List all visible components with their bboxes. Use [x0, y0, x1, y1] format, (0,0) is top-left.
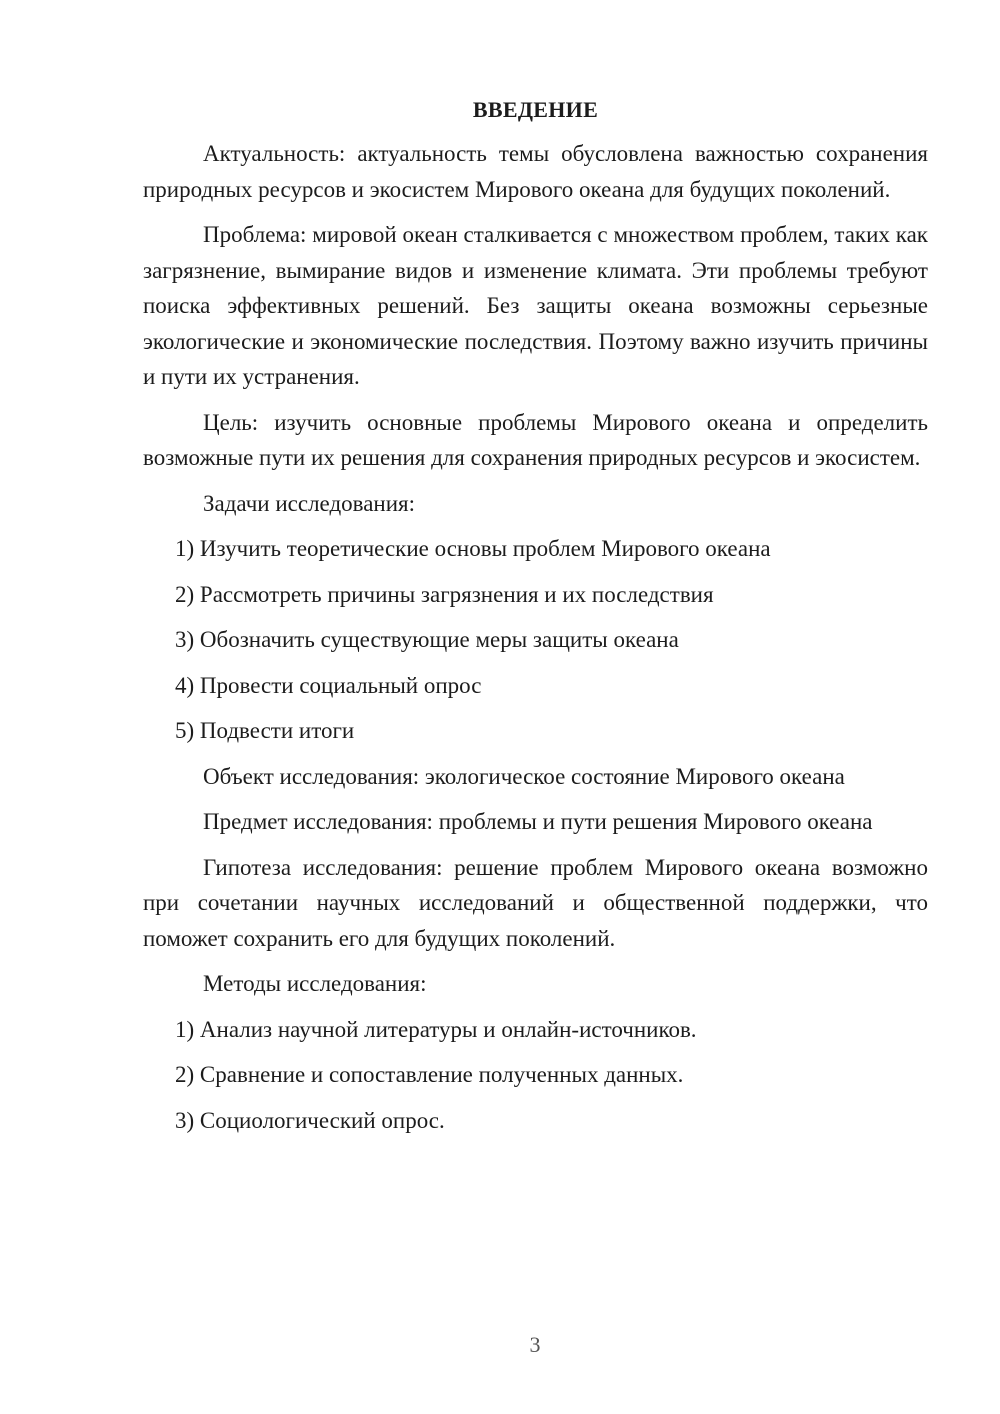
task-item-3: 3) Обозначить существующие меры защиты океана	[175, 627, 679, 652]
page-number: 3	[529, 1332, 541, 1357]
research-subject: Предмет исследования: проблемы и пути решения Мирового океана	[203, 809, 873, 834]
methods-heading: Методы исследования:	[203, 971, 427, 996]
page-content	[143, 94, 928, 1148]
task-item-5: 5) Подвести итоги	[175, 718, 355, 743]
paragraph-hypothesis: Гипотеза исследования: решение проблем Мирового океана возможно при сочетании научных исследований и общественной поддержки, что поможет сохранить его для будущих поколений.	[143, 854, 928, 951]
method-item-2: 2) Сравнение и сопоставление полученных данных.	[175, 1062, 684, 1087]
task-item-1: 1) Изучить теоретические основы проблем Мирового океана	[175, 536, 771, 561]
task-item-4: 4) Провести социальный опрос	[175, 672, 482, 698]
task-item-2: 2) Рассмотреть причины загрязнения и их последствия	[175, 581, 714, 607]
research-object: Объект исследования: экологическое состояние Мирового океана	[203, 763, 845, 789]
tasks-heading: Задачи исследования:	[203, 490, 416, 516]
paragraph-goal: Цель: изучить основные проблемы Мирового океана и определить возможные пути их решения для сохранения природных ресурсов и экосистем.	[143, 409, 928, 470]
section-title: ВВЕДЕНИЕ	[472, 97, 599, 122]
paragraph-relevance: Актуальность: актуальность темы обусловлена важностью сохранения природных ресурсов и экосистем Мирового океана для будущих поколений.	[143, 141, 928, 202]
method-item-3: 3) Социологический опрос.	[175, 1107, 445, 1133]
method-item-1: 1) Анализ научной литературы и онлайн-источников.	[175, 1016, 697, 1042]
paragraph-problem: Проблема: мировой океан сталкивается с множеством проблем, таких как загрязнение, вымирание видов и изменение климата. Эти проблемы требуют поиска эффективных решений. Без защиты океана возможны серьезные экологические и экономические последствия. Поэтому важно изучить причины и пути их устранения.	[143, 222, 928, 389]
